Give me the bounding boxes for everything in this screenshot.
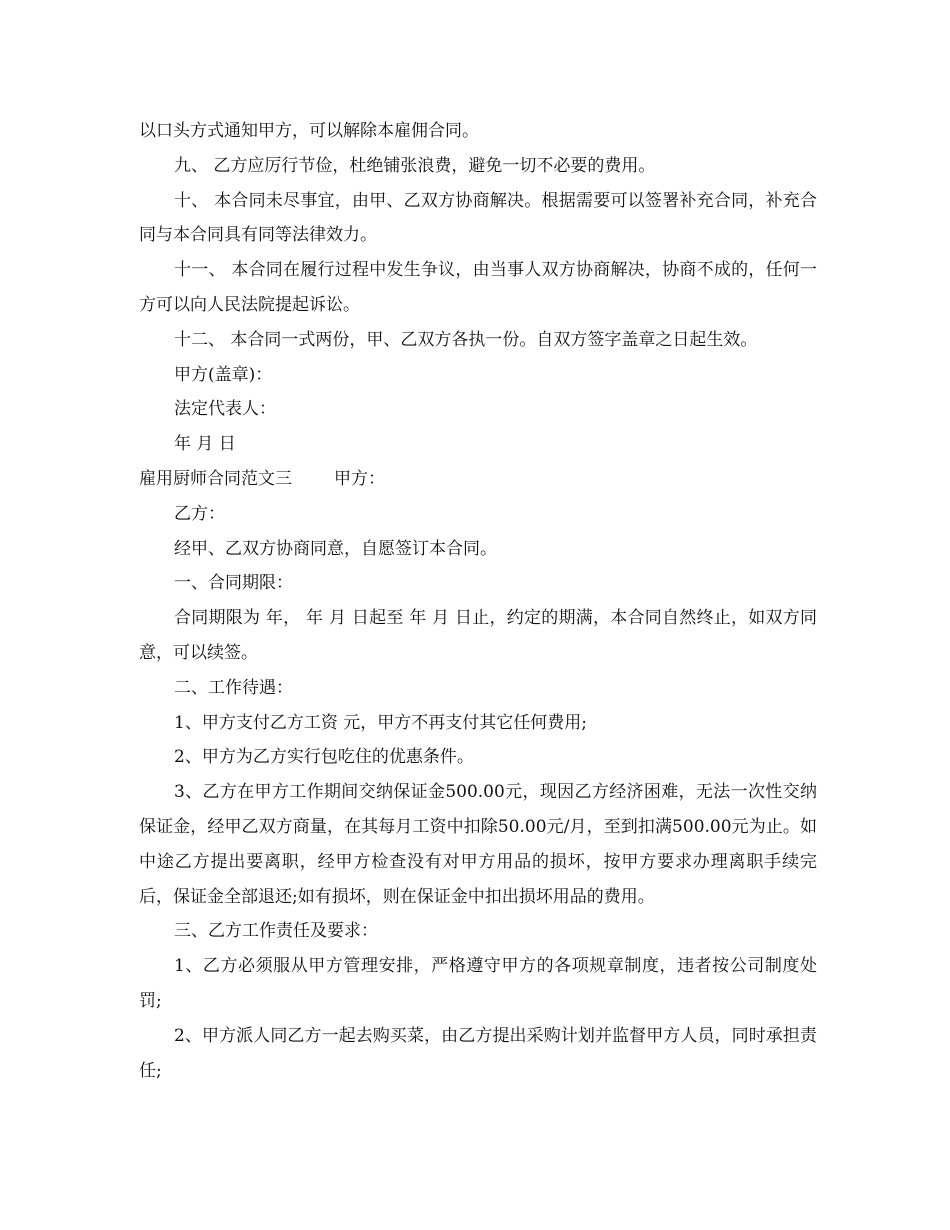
- clause-10: 十、 本合同未尽事宜，由甲、乙双方协商解决。根据需要可以签署补充合同，补充合同与本合同具有同等法律效力。: [139, 190, 817, 246]
- date-line: 年 月 日: [174, 434, 236, 455]
- paragraph: 以口头方式通知甲方，可以解除本雇佣合同。: [139, 121, 479, 141]
- party-a-seal-line: 甲方(盖章)：: [174, 364, 273, 385]
- duty-clause-2: 2、甲方派人同乙方一起去购买菜，由乙方提出采购计划并监督甲方人员，同时承担责任;: [139, 1025, 817, 1081]
- party-b-label: 乙方：: [174, 503, 225, 524]
- duty-clause-1: 1、乙方必须服从甲方管理安排，严格遵守甲方的各项规章制度，违者按公司制度处罚;: [139, 956, 817, 1011]
- legal-representative-line: 法定代表人：: [174, 399, 276, 420]
- preamble: 经甲、乙双方协商同意，自愿签订本合同。: [174, 538, 497, 559]
- clause-12: 十二、 本合同一式两份，甲、乙双方各执一份。自双方签字盖章之日起生效。: [174, 329, 758, 350]
- pay-clause-2: 2、甲方为乙方实行包吃住的优惠条件。: [174, 747, 474, 768]
- section-1-heading: 一、合同期限：: [174, 573, 293, 594]
- section-3-heading: 三、乙方工作责任及要求：: [174, 921, 378, 942]
- term-clause: 合同期限为 年， 年 月 日起至 年 月 日止，约定的期满，本合同自然终止，如双方同意，可以续签。: [139, 608, 817, 663]
- section-heading: [139, 462, 817, 497]
- pay-clause-1: 1、甲方支付乙方工资 元，甲方不再支付其它任何费用;: [174, 712, 587, 733]
- clause-11: 十一、 本合同在履行过程中发生争议，由当事人双方协商解决，协商不成的，任何一方可以向人民法院提起诉讼。: [139, 260, 817, 315]
- party-a-label: 甲方：: [334, 468, 385, 489]
- section-2-heading: 二、工作待遇：: [174, 677, 293, 698]
- section-title: 雇用厨师合同范文三: [139, 468, 292, 489]
- document-body: [139, 114, 817, 1088]
- clause-9: 九、 乙方应厉行节俭，杜绝铺张浪费，避免一切不必要的费用。: [174, 155, 656, 176]
- pay-clause-3: 3、乙方在甲方工作期间交纳保证金500.00元，现因乙方经济困难，无法一次性交纳保证金，经甲乙双方商量，在其每月工资中扣除50.00元/月，至到扣满500.00元为止。如中途乙方提出要离职，经甲方检查没有对甲方用品的损坏，按甲方要求办理离职手续完后，保证金全部退还;如有损坏，则在保证金中扣出损坏用品的费用。: [139, 782, 817, 907]
